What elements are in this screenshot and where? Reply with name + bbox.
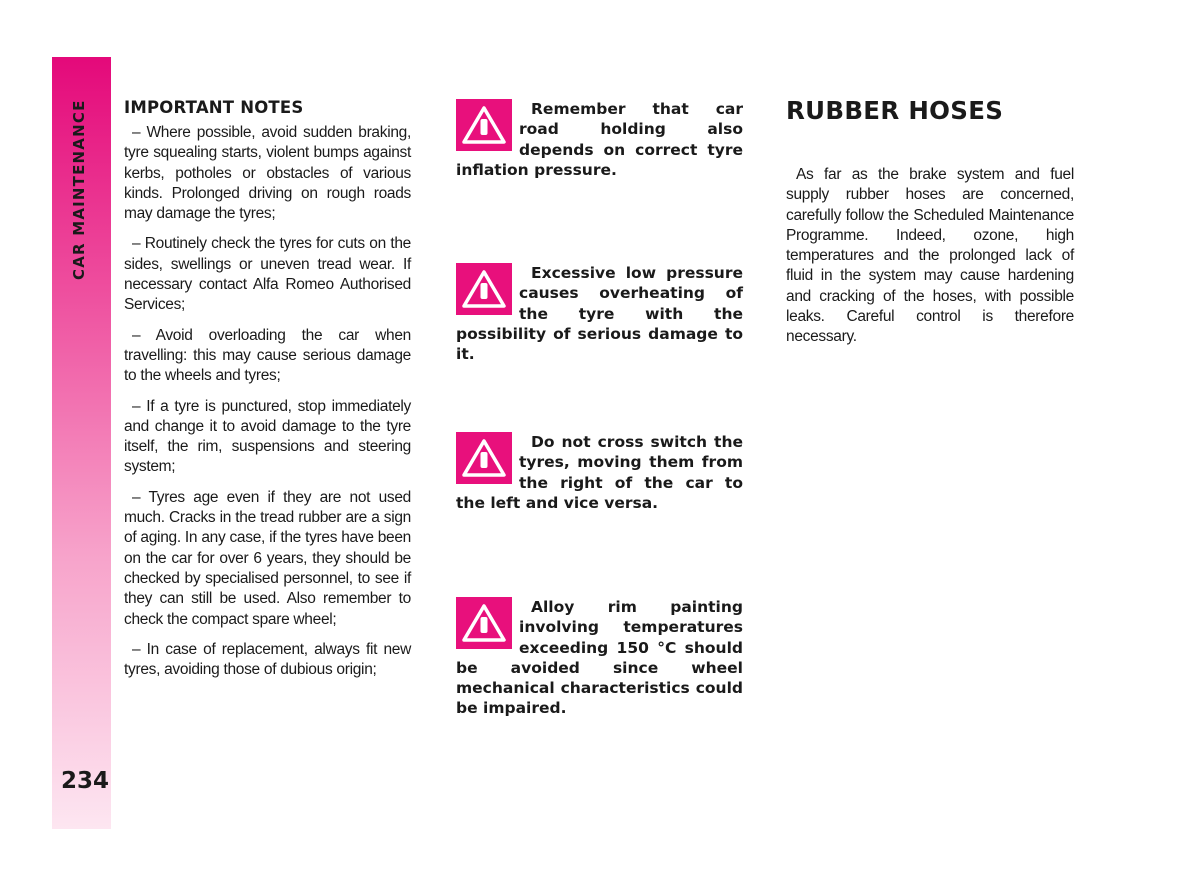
warning-text: Excessive low pressure causes overheating of the tyre with the possibility of serious damage to it. [456,264,743,364]
warning-triangle-icon [456,597,512,649]
warning-triangle-icon [456,99,512,151]
warning-box [456,432,743,513]
important-notes-title: IMPORTANT NOTES [124,98,304,117]
note-paragraph: – Routinely check the tyres for cuts on the sides, swellings or uneven tread wear. If necessary contact Alfa Romeo Authorised Services; [124,235,411,314]
note-paragraph: – If a tyre is punctured, stop immediately and change it to avoid damage to the tyre itself, the rim, suspensions and steering system; [124,397,411,476]
note-paragraph: – Tyres age even if they are not used much. Cracks in the tread rubber are a sign of aging. In any case, if the tyres have been on the car for over 6 years, they should be checked by specialised personnel, to see if they can still be used. Also remember to check the compact spare wheel; [124,488,411,628]
warning-text: Do not cross switch the tyres, moving them from the right of the car to the left and vice versa. [456,433,743,512]
note-paragraph: – Avoid overloading the car when travelling: this may cause serious damage to the wheels and tyres; [124,326,411,385]
section-label: CAR MAINTENANCE [70,99,88,280]
rubber-hoses-title: RUBBER HOSES [786,96,1004,125]
warning-box [456,99,743,180]
rubber-hoses-text: As far as the brake system and fuel supply rubber hoses are concerned, carefully follow the Scheduled Maintenance Programme. Indeed, ozone, high temperatures and the prolonged lack of fluid in the system may cause hardening and cracking of the hoses, with possible leaks. Careful control is therefore necessary. [786,166,1074,346]
rubber-hoses-column [786,96,1074,348]
warning-triangle-icon [456,263,512,315]
warning-triangle-icon [456,432,512,484]
warning-text: Remember that car road holding also depends on correct tyre inflation pressure. [456,100,743,179]
warning-text: Alloy rim painting involving temperatures exceeding 150 °C should be avoided since wheel mechanical characteristics could be impaired. [456,598,743,718]
warning-box [456,597,743,719]
note-paragraph: – In case of replacement, always fit new tyres, avoiding those of dubious origin; [124,640,411,679]
important-notes-column [124,98,411,690]
note-paragraph: – Where possible, avoid sudden braking, tyre squealing starts, violent bumps against kerbs, potholes or obstacles of various kinds. Prolonged driving on rough roads may damage the tyres; [124,124,411,223]
warning-box [456,263,743,364]
page-number: 234 [61,768,110,794]
